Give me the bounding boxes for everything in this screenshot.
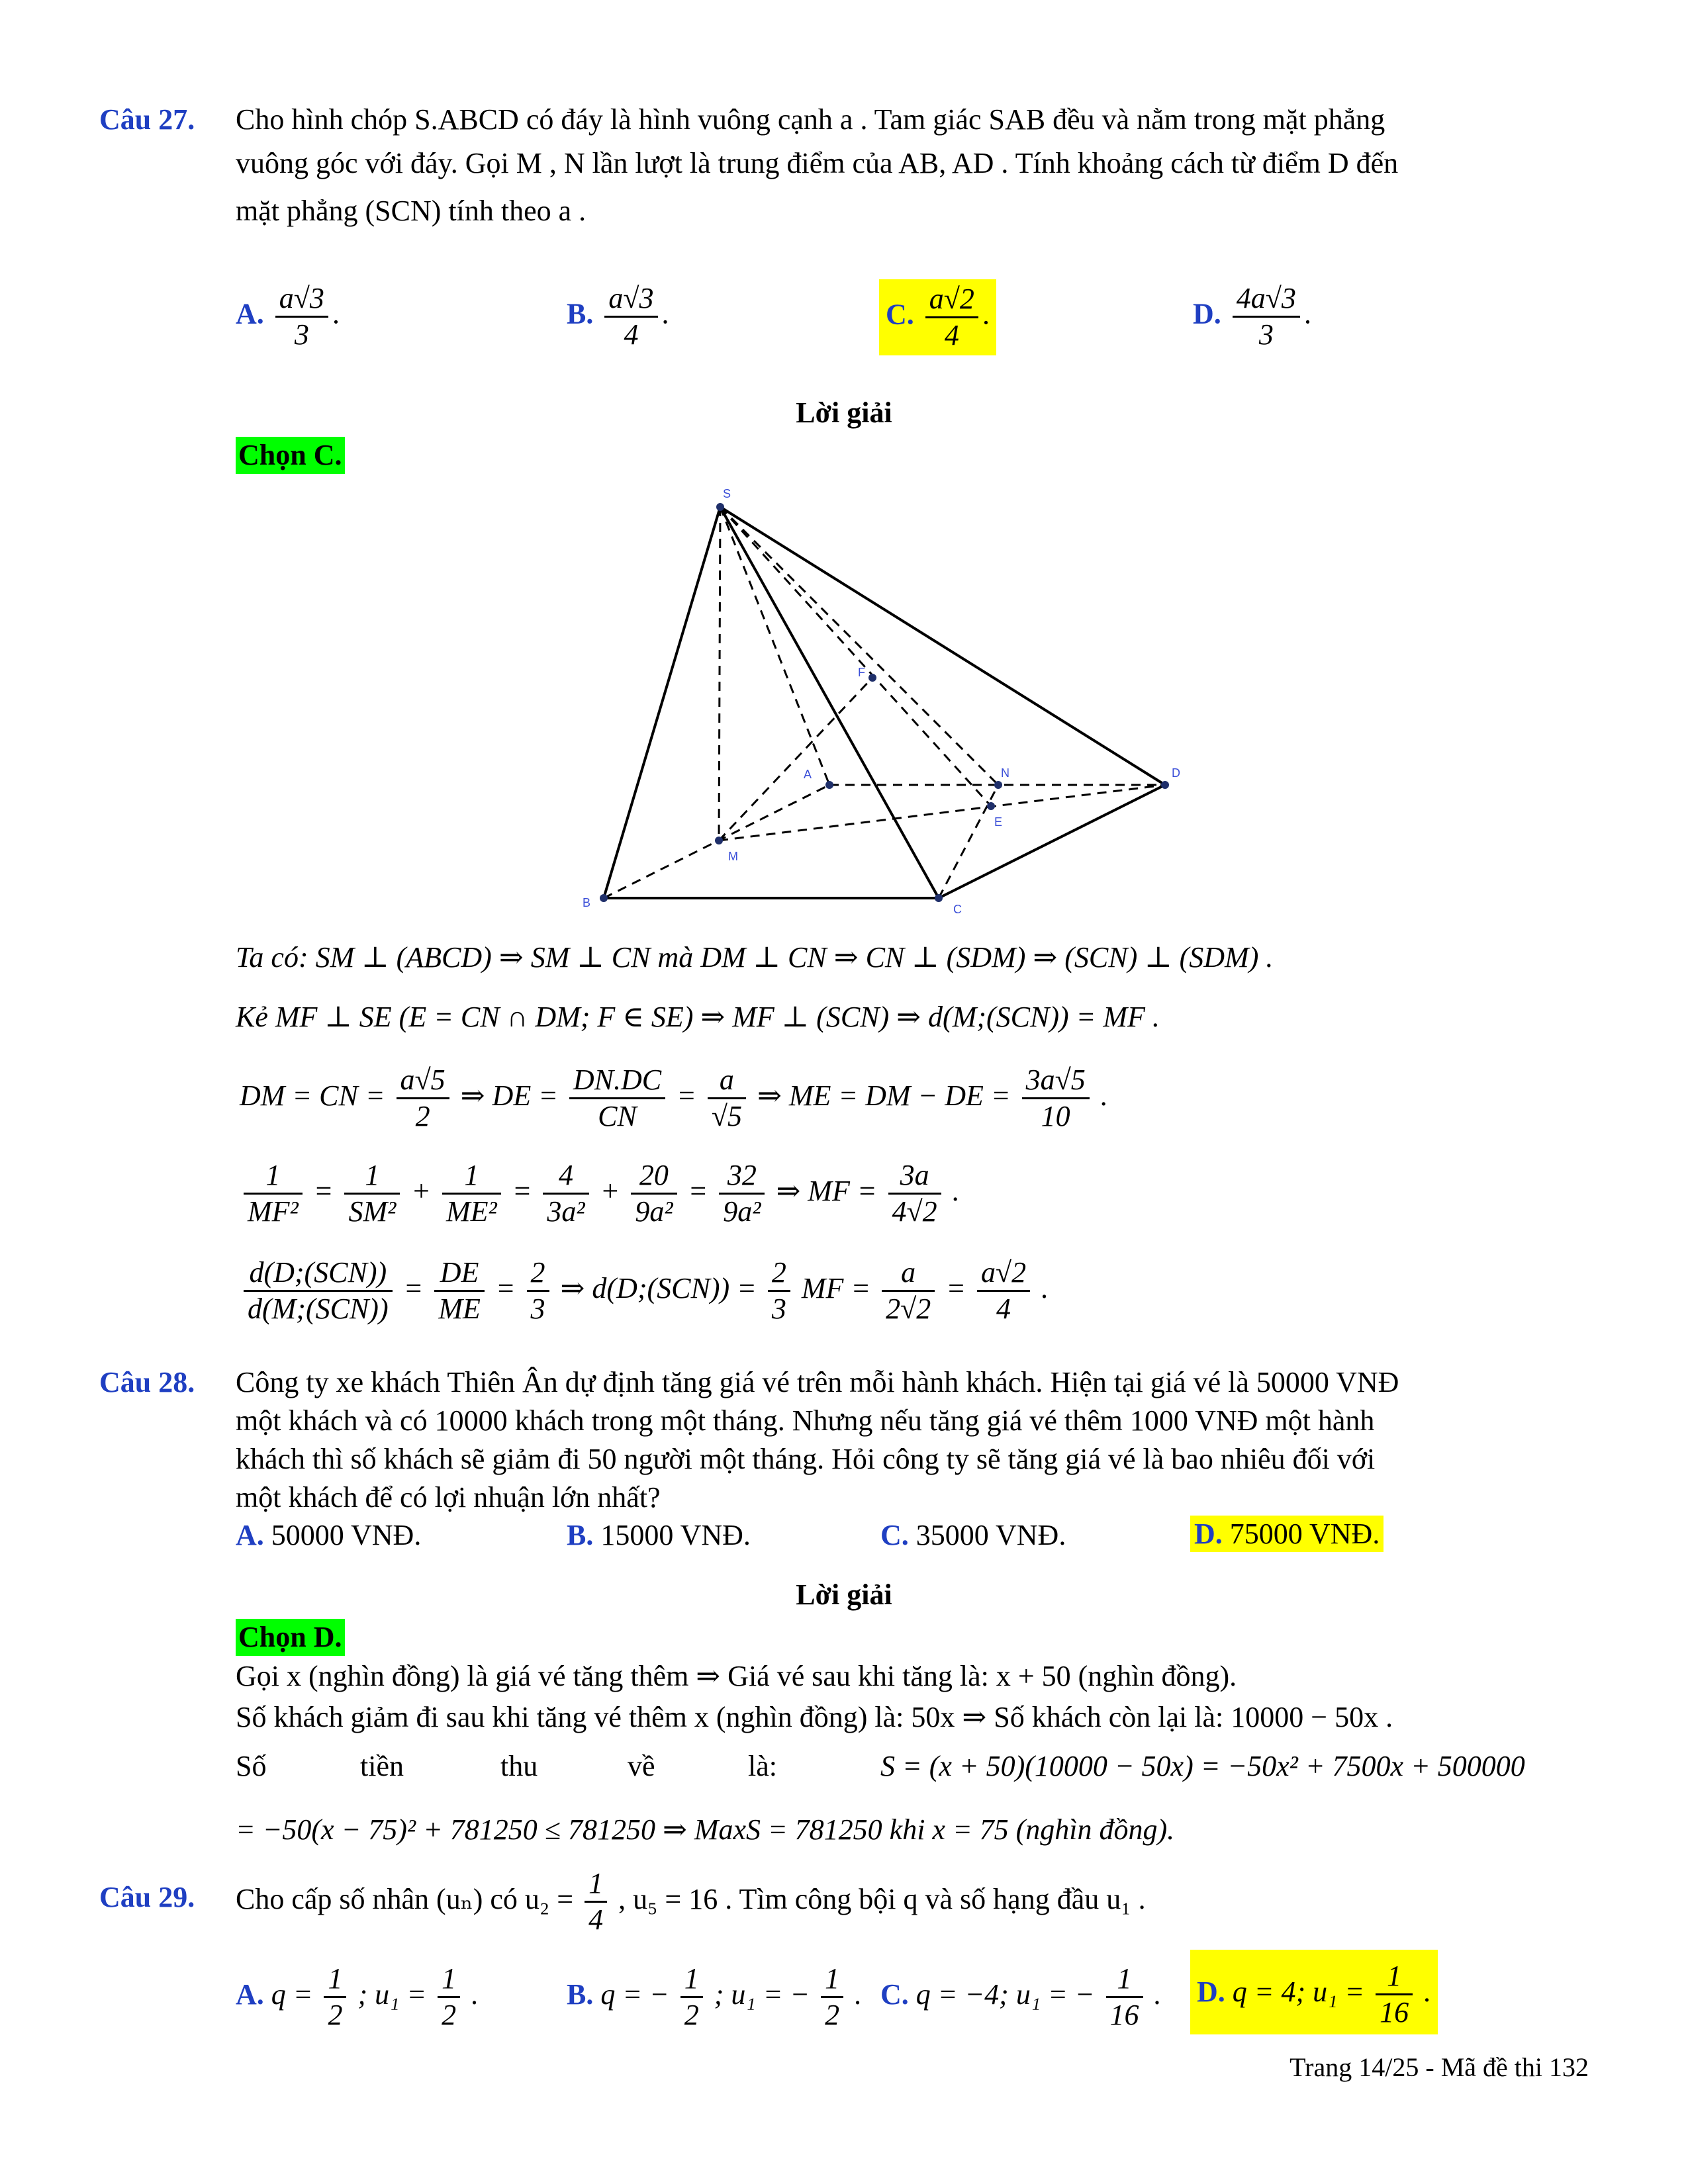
q27-option-c-correct[interactable]: C. $\frac{a√2}{4}$ .: [879, 279, 996, 355]
label-N: N: [1001, 766, 1009, 780]
q27-equation-1: DM = CN = $\frac{a√5}{2}$ ⇒ DE = $\frac{DN.DC}{CN}$ = $\frac{a}{√5}$ ⇒ ME = DM − DE = $\frac{3a√5}{10}$ .: [240, 1064, 1108, 1133]
point-N: [994, 781, 1002, 789]
q28-solution-line-2: Số khách giảm đi sau khi tăng vé thêm x (nghìn đồng) là: 50x ⇒ Số khách còn lại là: 10000 − 50x .: [236, 1701, 1393, 1733]
edge-CN: [939, 785, 998, 898]
edge-SA: [720, 507, 829, 785]
q28-solution-line-4: = −50(x − 75)² + 781250 ≤ 781250 ⇒ MaxS = 781250 khi x = 75 (nghìn đồng).: [236, 1813, 1175, 1846]
edge-MD: [719, 785, 1165, 841]
edge-SD: [720, 507, 1165, 785]
point-A: [825, 781, 833, 789]
point-S: [716, 503, 724, 511]
label-A: A: [804, 768, 812, 781]
question-29-label: Câu 29.: [99, 1881, 195, 1913]
question-28-text-line-3: khách thì số khách sẽ giảm đi 50 người một tháng. Hỏi công ty sẽ tăng giá vé là bao nhiêu đối với: [236, 1443, 1376, 1475]
label-S: S: [723, 487, 731, 500]
question-27-text-line-2: vuông góc với đáy. Gọi M , N lần lượt là trung điểm của AB, AD . Tính khoảng cách từ điểm D đến: [236, 147, 1399, 179]
q27-chosen-answer: Chọn C.: [236, 437, 345, 474]
question-28-label: Câu 28.: [99, 1366, 195, 1398]
q27-option-b[interactable]: B. $\frac{a√3}{4}$ .: [567, 282, 669, 351]
q28-solution-title: Lời giải: [796, 1578, 892, 1611]
q28-option-b[interactable]: B. 15000 VNĐ.: [567, 1519, 751, 1551]
point-C: [935, 894, 943, 902]
question-27-label: Câu 27.: [99, 103, 195, 136]
q28-option-c[interactable]: C. 35000 VNĐ.: [880, 1519, 1066, 1551]
question-28-text-line-2: một khách và có 10000 khách trong một tháng. Nhưng nếu tăng giá vé thêm 1000 VNĐ một hành: [236, 1404, 1375, 1437]
label-E: E: [994, 815, 1003, 829]
edge-SN: [720, 507, 998, 785]
q28-chosen-answer: Chọn D.: [236, 1619, 345, 1656]
label-D: D: [1172, 766, 1180, 780]
edge-SE: [720, 507, 991, 806]
q28-solution-line-1: Gọi x (nghìn đồng) là giá vé tăng thêm ⇒ Giá vé sau khi tăng là: x + 50 (nghìn đồng).: [236, 1660, 1237, 1692]
question-28-text-line-1: Công ty xe khách Thiên Ân dự định tăng giá vé trên mỗi hành khách. Hiện tại giá vé là 50000 VNĐ: [236, 1366, 1399, 1398]
q29-option-a[interactable]: A. q = $\frac{1}{2}$ ; u₁ = $\frac{1}{2}$ .: [236, 1962, 479, 2032]
pyramid-figure: [569, 483, 1185, 920]
q29-option-b[interactable]: B. q = − $\frac{1}{2}$ ; u₁ = − $\frac{1}{2}$ .: [567, 1962, 863, 2032]
point-M: [715, 837, 723, 844]
point-D: [1161, 781, 1169, 789]
q27-solution-line-1: Ta có: SM ⊥ (ABCD) ⇒ SM ⊥ CN mà DM ⊥ CN ⇒ CN ⊥ (SDM) ⇒ (SCN) ⊥ (SDM) .: [236, 941, 1274, 974]
q27-solution-title: Lời giải: [796, 396, 892, 429]
edge-SB: [604, 507, 720, 898]
point-E: [987, 802, 995, 810]
question-27-text-line-1: Cho hình chóp S.ABCD có đáy là hình vuông cạnh a . Tam giác SAB đều và nằm trong mặt phẳng: [236, 103, 1385, 136]
edge-MF: [719, 678, 872, 841]
edge-SC: [720, 507, 939, 898]
point-B: [600, 894, 608, 902]
edge-CD: [939, 785, 1165, 898]
label-M: M: [728, 850, 738, 863]
label-C: C: [953, 903, 962, 916]
q27-equation-2: $\frac{1}{\text{MF²}}$ = $\frac{1}{\text{SM²}}$ + $\frac{1}{\text{ME²}}$ = $\frac{4}{\text{3a²}}$ + $\frac{20}{\text{9a²}}$ = $\frac{32}{\text{9a²}}$ ⇒ MF = $\frac{3a}{4√2}$ .: [240, 1152, 960, 1231]
q29-option-d-correct[interactable]: D. q = 4; u₁ = $\frac{1}{16}$ .: [1190, 1950, 1438, 2034]
q27-solution-line-2: Kẻ MF ⊥ SE (E = CN ∩ DM; F ∈ SE) ⇒ MF ⊥ (SCN) ⇒ d(M;(SCN)) = MF .: [236, 1001, 1160, 1033]
q29-option-c[interactable]: C. q = −4; u₁ = − $\frac{1}{16}$ .: [880, 1962, 1162, 2032]
q28-option-d-correct[interactable]: D. 75000 VNĐ.: [1190, 1516, 1383, 1552]
question-28-text-line-4: một khách để có lợi nhuận lớn nhất?: [236, 1481, 661, 1514]
label-B: B: [583, 896, 591, 909]
question-29-text: Cho cấp số nhân (uₙ) có u₂ = $\frac{1}{4}$ , u₅ = 16 . Tìm công bội q và số hạng đầu u₁ .: [236, 1867, 1146, 1936]
q27-option-a[interactable]: A. $\frac{a√3}{3}$ .: [236, 282, 340, 351]
q27-option-d[interactable]: D. $\frac{4a√3}{3}$ .: [1193, 282, 1311, 351]
point-F: [868, 674, 876, 682]
page-footer: Trang 14/25 - Mã đề thi 132: [1289, 2052, 1589, 2082]
q28-option-a[interactable]: A. 50000 VNĐ.: [236, 1519, 422, 1551]
q27-equation-3: $\frac{\text{d(D;(SCN))}}{\text{d(M;(SCN))}}$ = $\frac{DE}{ME}$ = $\frac{2}{3}$ ⇒ d(D;(SCN)) = $\frac{2}{3}$ MF = $\frac{a}{2√2}$ = $\frac{a√2}{4}$ .: [240, 1246, 1049, 1332]
edge-SM: [719, 507, 720, 841]
q28-solution-line-3-equation: S = (x + 50)(10000 − 50x) = −50x² + 7500x + 500000: [880, 1750, 1525, 1782]
question-27-text-line-3: mặt phẳng (SCN) tính theo a .: [236, 195, 586, 227]
label-F: F: [858, 666, 865, 679]
